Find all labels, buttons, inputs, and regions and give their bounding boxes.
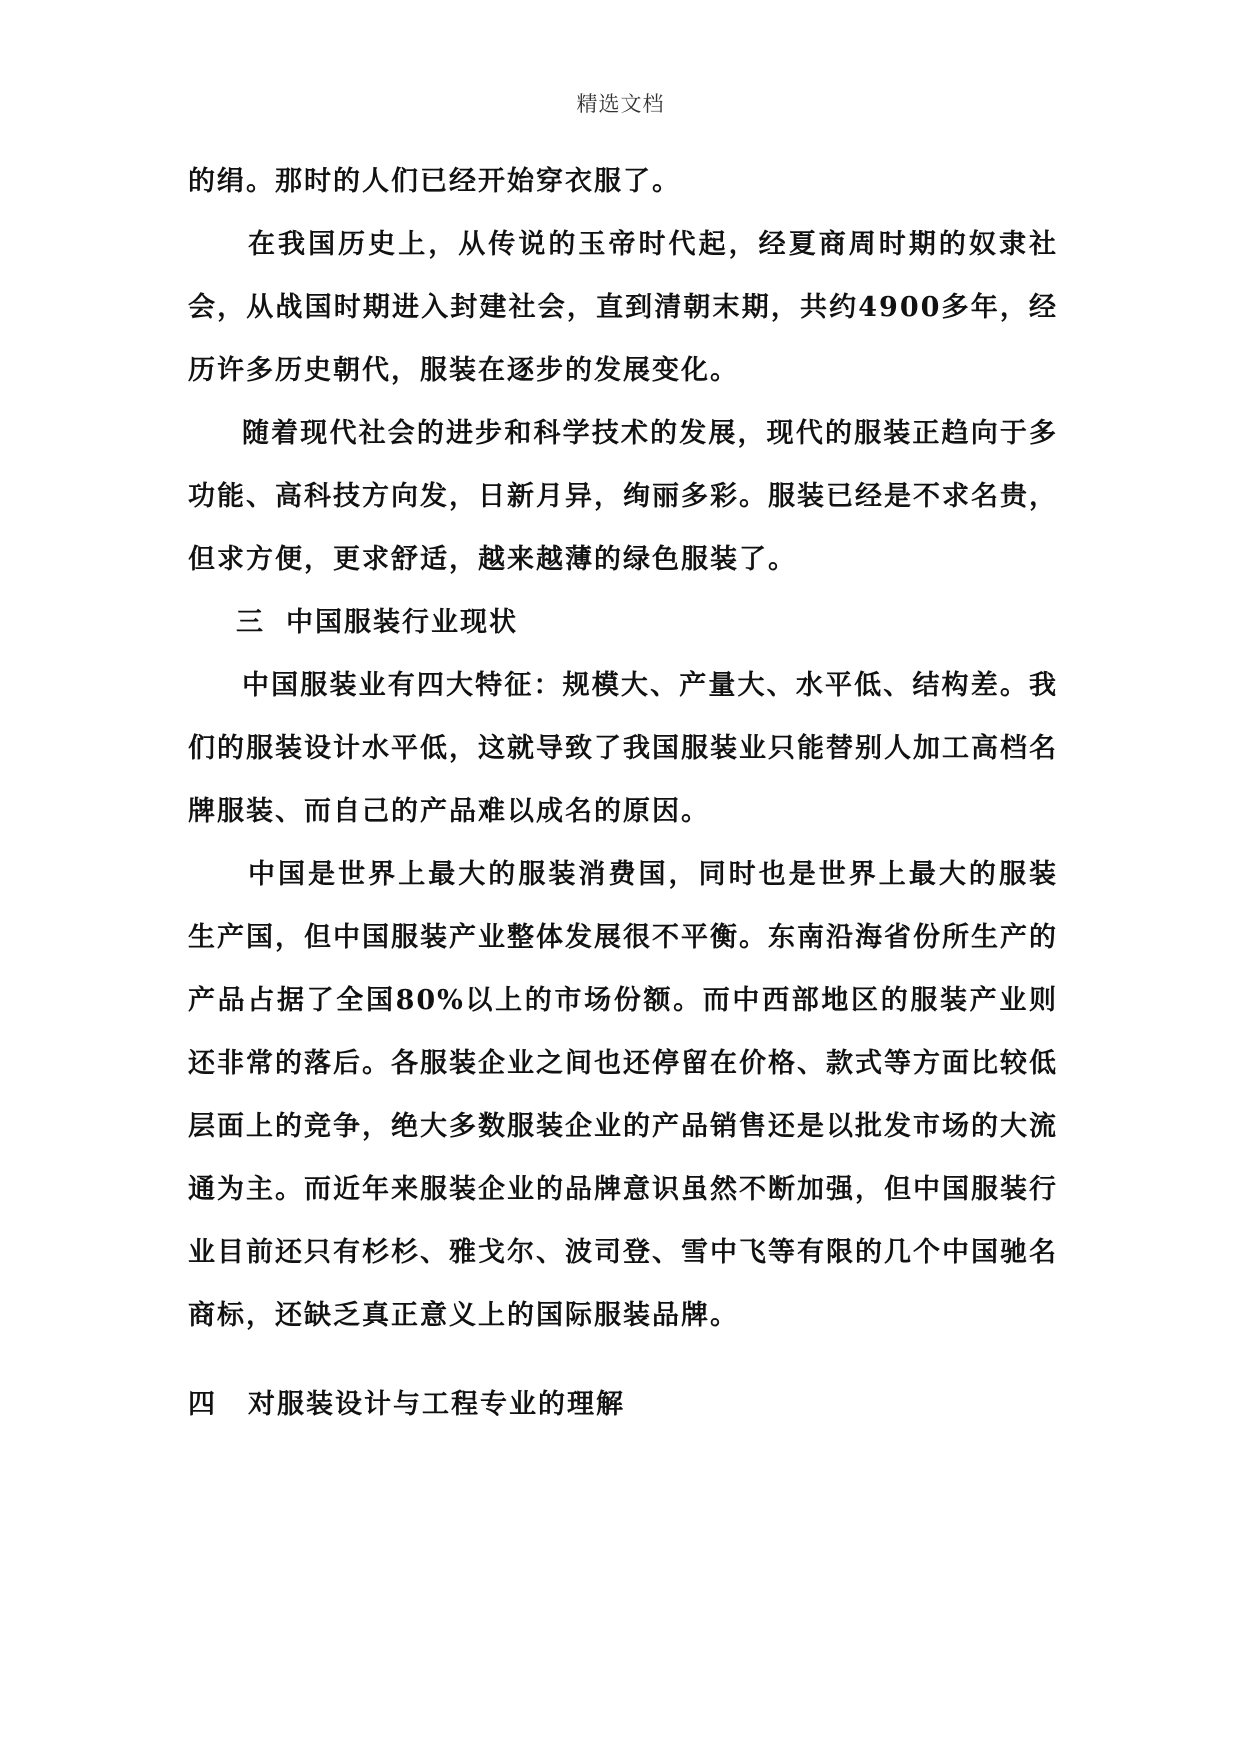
paragraph-modern-clothing: 随着现代社会的进步和科学技术的发展，现代的服装正趋向于多功能、高科技方向发，日新月异，绚丽多彩。服装已经是不求名贵，但求方便，更求舒适，越来越薄的绿色服装了。 xyxy=(188,418,1058,575)
paragraph-industry-features: 中国服装业有四大特征：规模大、产量大、水平低、结构差。我们的服装设计水平低，这就导致了我国服装业只能替别人加工高档名牌服装、而自己的产品难以成名的原因。 xyxy=(188,670,1058,827)
section-title: 中国服装行业现状 xyxy=(286,607,518,638)
page-header: 精选文档 xyxy=(576,92,665,116)
section-heading xyxy=(188,1373,1058,1436)
document-body xyxy=(188,150,1058,1436)
section-number: 四 xyxy=(188,1389,217,1420)
section-title: 对服装设计与工程专业的理解 xyxy=(248,1389,625,1420)
section-number: 三 xyxy=(236,607,265,638)
paragraph-history: 在我国历史上，从传说的玉帝时代起，经夏商周时期的奴隶社会，从战国时期进入封建社会，直到清朝末期，共约4900多年，经历许多历史朝代，服装在逐步的发展变化。 xyxy=(188,229,1058,386)
paragraph-continuation: 的绢。那时的人们已经开始穿衣服了。 xyxy=(188,166,681,197)
section-heading xyxy=(188,591,1058,654)
paragraph-industry-status: 中国是世界上最大的服装消费国，同时也是世界上最大的服装生产国，但中国服装产业整体发展很不平衡。东南沿海省份所生产的产品占据了全国80%以上的市场份额。而中西部地区的服装产业则还非常的落后。各服装企业之间也还停留在价格、款式等方面比较低层面上的竞争，绝大多数服装企业的产品销售还是以批发市场的大流通为主。而近年来服装企业的品牌意识虽然不断加强，但中国服装行业目前还只有杉杉、雅戈尔、波司登、雪中飞等有限的几个中国驰名商标，还缺乏真正意义上的国际服装品牌。 xyxy=(188,859,1058,1331)
